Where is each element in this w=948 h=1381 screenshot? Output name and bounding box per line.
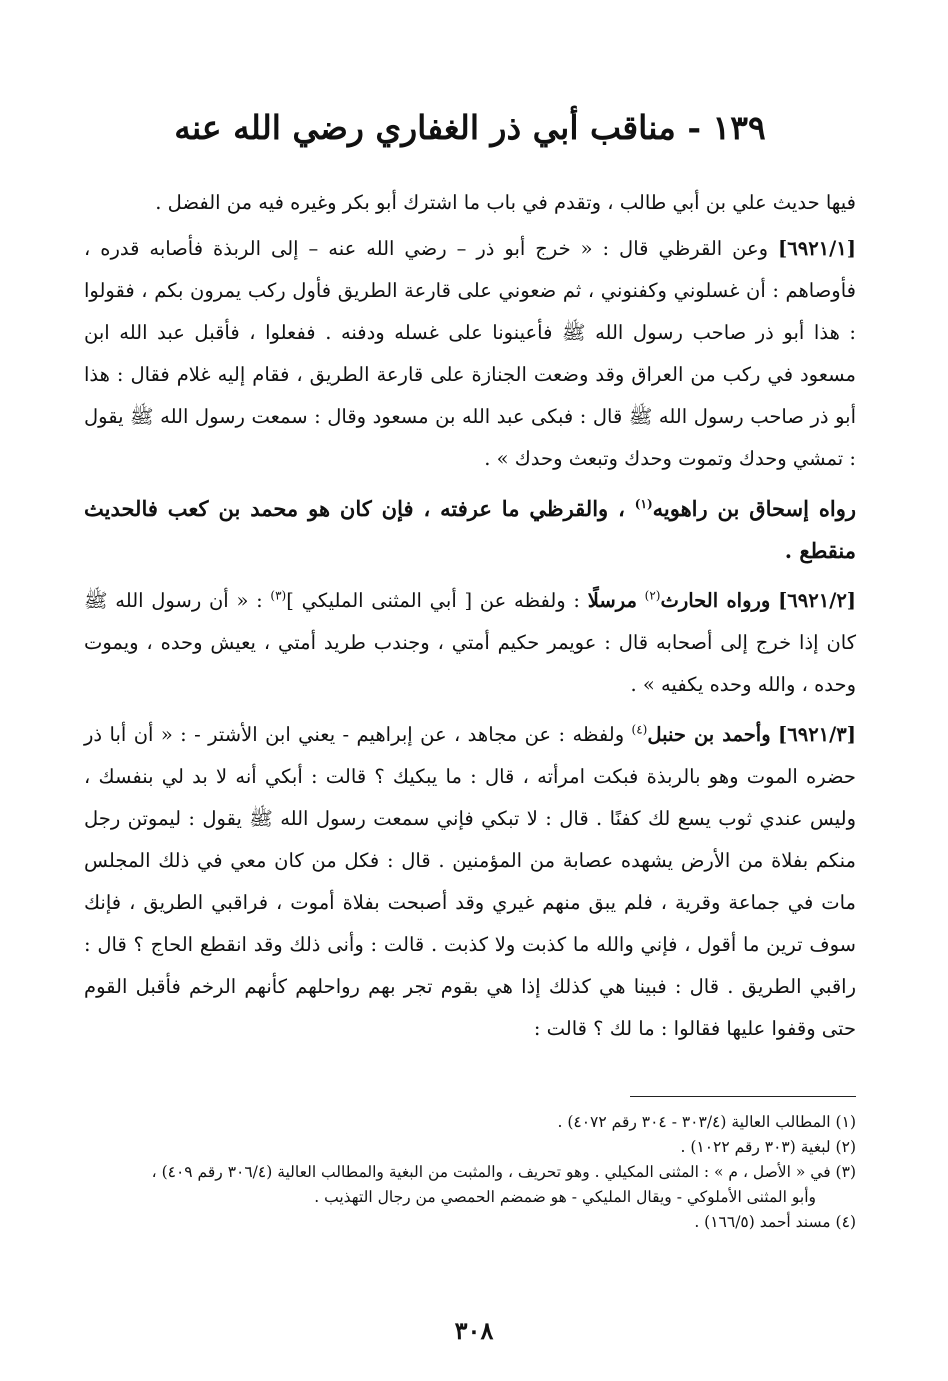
comment-part-2: ، والقرظي ما عرفته ، فإن كان هو محمد بن كعب فالحديث منقطع .	[84, 496, 856, 563]
hadith-1-number: [٦٩٢١/١]	[778, 237, 856, 260]
footnote-2-text: لبغية (٣٠٣ رقم ١٠٢٢) .	[680, 1138, 831, 1156]
footnotes	[84, 1110, 856, 1235]
hadith-3-narrator: وأحمد بن حنبل	[647, 723, 771, 746]
footnote-ref-1: (١)	[634, 497, 653, 511]
footnote-3-number: (٣)	[835, 1163, 856, 1181]
footnote-ref-2: (٢)	[644, 588, 661, 603]
chapter-title: ١٣٩ - مناقب أبي ذر الغفاري رضي الله عنه	[174, 108, 766, 147]
footnote-1-text: المطالب العالية (٣٠٣/٤ - ٣٠٤ رقم ٤٠٧٢) .	[557, 1113, 831, 1131]
page-number: ٣٠٨	[454, 1316, 494, 1345]
hadith-2-label: مرسلًا	[587, 589, 637, 612]
footnote-ref-3: (٣)	[270, 588, 287, 603]
comment-paragraph	[84, 488, 856, 572]
hadith-2-narrator: ورواه الحارث	[660, 589, 771, 612]
footnote-4-text: مسند أحمد (١٦٦/٥) .	[694, 1213, 831, 1231]
hadith-1	[84, 228, 856, 480]
hadith-2	[84, 580, 856, 706]
footnote-ref-4: (٤)	[631, 722, 648, 737]
footnote-1	[84, 1110, 856, 1135]
footnote-2-number: (٢)	[835, 1138, 856, 1156]
hadith-3-number: [٦٩٢١/٣]	[778, 723, 856, 746]
hadith-2-text-2: : « أن رسول الله ﷺ كان إذا خرج إلى أصحابه قال : عويمر حكيم أمتي ، وجندب طريد أمتي ، يعيش وحده ، ويموت وحده ، والله وحده يكفيه » .	[84, 589, 856, 696]
hadith-3	[84, 714, 856, 1050]
footnote-1-number: (١)	[835, 1113, 856, 1131]
footnote-3-continuation: وأبو المثنى الأملوكي - ويقال المليكي - هو ضمضم الحمصي من رجال التهذيب .	[314, 1188, 816, 1206]
footnote-3-text: في « الأصل ، م » : المثنى المكيلي . وهو تحريف ، والمثبت من البغية والمطالب العالية (٣٠٦/٤ رقم ٤٠٩) ،	[151, 1163, 831, 1181]
intro-paragraph: فيها حديث علي بن أبي طالب ، وتقدم في باب ما اشترك أبو بكر وغيره فيه من الفضل .	[155, 191, 856, 214]
hadith-1-text: وعن القرظي قال : « خرج أبو ذر – رضي الله عنه – إلى الربذة فأصابه قدره ، فأوصاهم : أن غسلوني وكفنوني ، ثم ضعوني على قارعة الطريق فأول ركب يمرون بكم ، فقولوا : هذا أبو ذر صاحب رسول الله ﷺ فأعينونا على غسله ودفنه . ففعلوا ، فأقبل عبد الله ابن مسعود في ركب من العراق وقد وضعت الجنازة على قارعة الطريق ، فقام إليه غلام فقال : هذا أبو ذر صاحب رسول الله ﷺ قال : فبكى عبد الله بن مسعود وقال : سمعت رسول الله ﷺ يقول : تمشي وحدك وتموت وحدك وتبعث وحدك » .	[84, 237, 856, 470]
footnote-2	[84, 1135, 856, 1160]
footnote-4-number: (٤)	[835, 1213, 856, 1231]
footnote-divider	[630, 1096, 856, 1097]
hadith-2-text-1: : ولفظه عن [ أبي المثنى المليكي ]	[286, 589, 580, 612]
hadith-3-text: ولفظه : عن مجاهد ، عن إبراهيم - يعني ابن الأشتر - : « أن أبا ذر حضره الموت وهو بالربذة فبكت امرأته ، قال : ما يبكيك ؟ قالت : أبكي أنه لا بد لي بنفسك ، وليس عندي ثوب يسع لك كفنًا . قال : لا تبكي فإني سمعت رسول الله ﷺ يقول : ليموتن رجل منكم بفلاة من الأرض يشهده عصابة من المؤمنين . قال : فكل من كان معي في ذلك المجلس مات في جماعة وقرية ، فلم يبق منهم غيري وقد أصبحت بفلاة أموت ، فراقبي الطريق ، فإنك سوف ترين ما أقول ، فإني والله ما كذبت ولا كذبت . قالت : وأنى ذلك وقد انقطع الحاج ؟ قال : راقبي الطريق . قال : فبينا هي كذلك إذا هي بقوم تجر بهم رواحلهم كأنهم الرخم فأقبل القوم حتى وقفوا عليها فقالوا : ما لك ؟ قالت :	[84, 723, 856, 1040]
comment-part-1: رواه إسحاق بن راهويه	[652, 496, 857, 521]
hadith-2-number: [٦٩٢١/٢]	[778, 589, 857, 612]
footnote-3	[84, 1160, 856, 1185]
main-text	[84, 182, 856, 1050]
footnote-4	[84, 1210, 856, 1235]
